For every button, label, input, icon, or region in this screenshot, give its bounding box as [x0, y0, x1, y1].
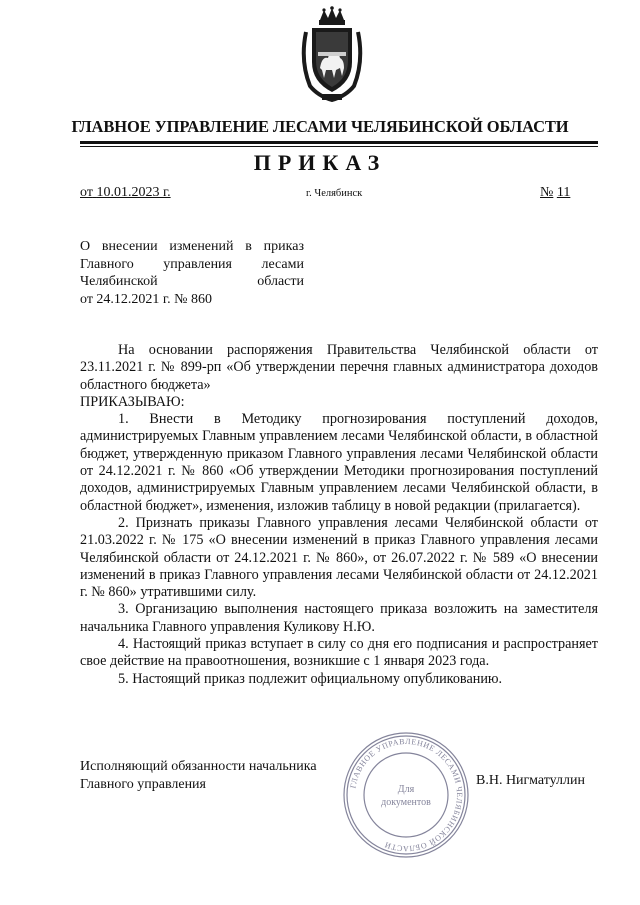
seal-center-text: Для: [397, 784, 415, 795]
subject-line: О внесении изменений в приказ: [80, 239, 304, 254]
document-number: [540, 185, 570, 201]
preamble-paragraph: На основании распоряжения Правительства Челябинской области от 23.11.2021 г. № 899-рп «Об утверждении перечня главных администратора доходов областного бюджета»: [80, 342, 598, 393]
subject-line: от 24.12.2021 г. № 860: [80, 291, 212, 307]
document-date: [80, 185, 171, 201]
signatory-position-line: Исполняющий обязанности начальника: [80, 759, 317, 774]
signatory-position: [80, 758, 317, 793]
order-item: 3. Организацию выполнения настоящего приказа возложить на заместителя начальника Главного управления Куликову Н.Ю.: [80, 601, 598, 635]
date-value: 10.01.2023 г.: [96, 185, 171, 200]
order-item: 2. Признать приказы Главного управления лесами Челябинской области от 21.03.2022 г. № 175 «О внесении изменений в приказ Главного управления лесами Челябинской области от 24.12.2021 г. № 860», от 26.07.2022 г. № 589 «О внесении изменений в приказ Главного управления лесами Челябинской области от 24.12.2021 г. № 860» утратившими силу.: [80, 514, 598, 601]
signatory-position-line: Главного управления: [80, 776, 206, 792]
order-item: 5. Настоящий приказ подлежит официальному опубликованию.: [118, 670, 503, 687]
official-seal-stamp: [341, 730, 471, 860]
order-subject: [80, 238, 304, 308]
document-type-title: ПРИКАЗ: [253, 150, 387, 175]
seal-ring-text: ГЛАВНОЕ УПРАВЛЕНИЕ ЛЕСАМИ ЧЕЛЯБИНСКОЙ ОБЛАСТИ: [348, 736, 465, 854]
header-thin-rule: [80, 146, 598, 147]
agency-name: ГЛАВНОЕ УПРАВЛЕНИЕ ЛЕСАМИ ЧЕЛЯБИНСКОЙ ОБЛАСТИ: [71, 117, 569, 136]
header-thick-rule: [80, 141, 598, 144]
order-item: 4. Настоящий приказ вступает в силу со дня его подписания и распространяет свое действие на правоотношения, возникшие с 1 января 2023 года.: [80, 636, 598, 670]
order-word: ПРИКАЗЫВАЮ:: [80, 393, 185, 410]
order-body: [80, 342, 598, 688]
subject-line: Главного управления лесами: [80, 256, 304, 272]
seal-center-text: документов: [381, 797, 431, 808]
subject-line: Челябинской области: [80, 274, 304, 289]
signatory-name: В.Н. Нигматуллин: [476, 773, 585, 788]
number-value: 11: [556, 185, 571, 200]
number-prefix: №: [540, 185, 554, 200]
coat-of-arms-icon: [298, 6, 366, 102]
order-item: 1. Внести в Методику прогнозирования поступлений доходов, администрируемых Главным управлением лесами Челябинской области, в областной бюджет, утвержденную приказом Главного управления лесами Челябинской области от 24.12.2021 г. № 860 «Об утверждении Методики прогнозирования поступлений доходов, администрируемых Главным управлением лесами Челябинской области, в областной бюджет», изменения, изложив таблицу в новой редакции (прилагается).: [80, 411, 598, 514]
document-city: г. Челябинск: [306, 188, 363, 199]
date-prefix: от: [80, 185, 93, 200]
